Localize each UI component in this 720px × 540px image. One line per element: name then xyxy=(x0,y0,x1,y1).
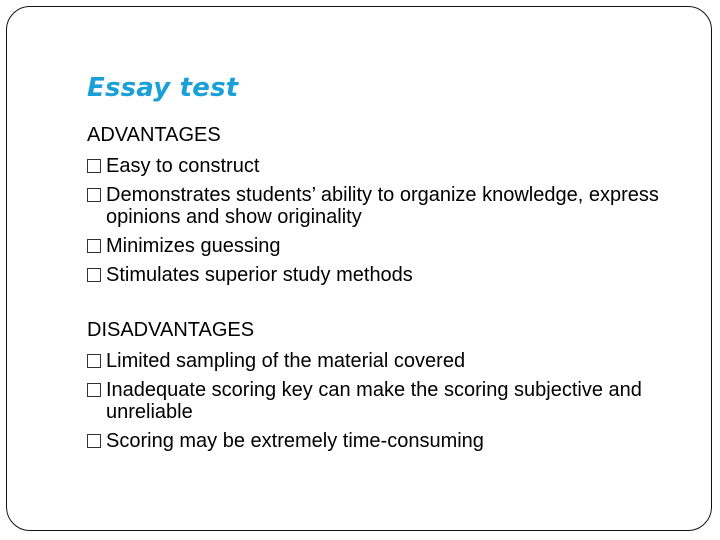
hollow-square-icon xyxy=(87,159,101,173)
disadvantages-heading: DISADVANTAGES xyxy=(87,319,255,341)
slide-frame xyxy=(6,6,712,531)
slide-content xyxy=(87,122,707,452)
list-item xyxy=(87,235,707,257)
hollow-square-icon xyxy=(87,188,101,202)
list-item-text: Inadequate scoring key can make the scoring subjective and unreliable xyxy=(106,379,642,423)
list-item xyxy=(87,184,707,228)
disadvantages-list xyxy=(87,350,707,452)
hollow-square-icon xyxy=(87,434,101,448)
hollow-square-icon xyxy=(87,268,101,282)
list-item xyxy=(87,155,707,177)
advantages-heading: ADVANTAGES xyxy=(87,124,221,146)
list-item-text: Demonstrates students’ ability to organize knowledge, express opinions and show originality xyxy=(106,184,659,228)
hollow-square-icon xyxy=(87,354,101,368)
list-item-text: Stimulates superior study methods xyxy=(106,264,413,286)
advantages-list xyxy=(87,155,707,286)
section-spacer xyxy=(87,286,707,317)
slide-title: Essay test xyxy=(87,73,239,103)
list-item-text: Scoring may be extremely time-consuming xyxy=(106,430,484,452)
list-item xyxy=(87,350,707,372)
list-item xyxy=(87,264,707,286)
list-item-text: Minimizes guessing xyxy=(106,235,281,257)
list-item-text: Limited sampling of the material covered xyxy=(106,350,466,372)
list-item xyxy=(87,379,707,423)
list-item xyxy=(87,430,707,452)
list-item-text: Easy to construct xyxy=(106,155,260,177)
hollow-square-icon xyxy=(87,239,101,253)
hollow-square-icon xyxy=(87,383,101,397)
